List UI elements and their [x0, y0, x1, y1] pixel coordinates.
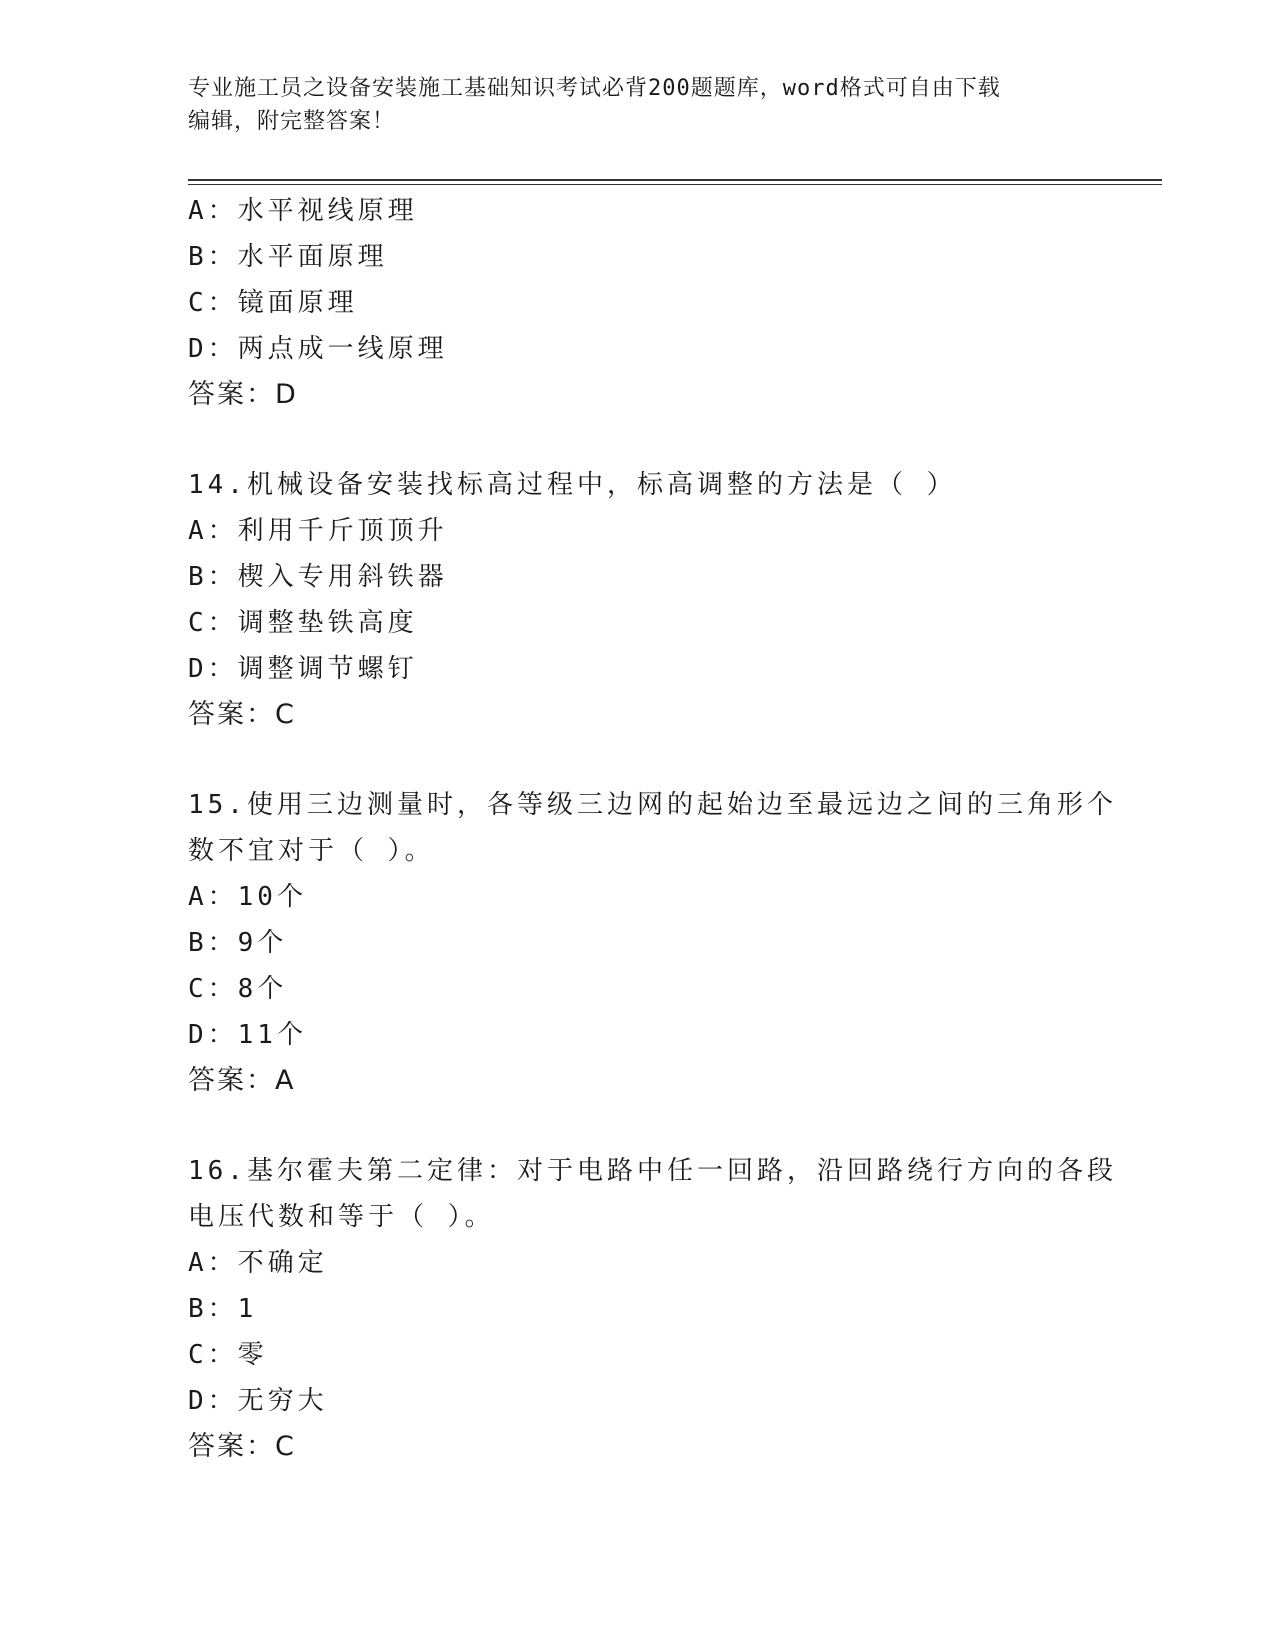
question-text-line-2: 数不宜对于（ ）。 — [188, 836, 435, 866]
question-text-line-1: 15.使用三边测量时，各等级三边网的起始边至最远边之间的三角形个 — [188, 790, 1117, 820]
question-13 — [188, 188, 1088, 418]
option-b: B：1 — [188, 1294, 258, 1324]
option-a: A：10个 — [188, 882, 307, 912]
answer-line: 答案：D — [188, 379, 298, 410]
option-b: B：水平面原理 — [188, 242, 388, 272]
option-d: D：调整调节螺钉 — [188, 654, 418, 684]
option-b: B：9个 — [188, 928, 288, 958]
question-text-line-2: 电压代数和等于（ ）。 — [188, 1202, 495, 1232]
option-a: A：不确定 — [188, 1248, 328, 1278]
header-title-line-1: 专业施工员之设备安装施工基础知识考试必背200题题库，word格式可自由下载 — [188, 76, 1001, 101]
document-header — [188, 72, 1088, 138]
answer-line: 答案：C — [188, 1431, 296, 1462]
option-d: D：两点成一线原理 — [188, 334, 448, 364]
option-c: C：调整垫铁高度 — [188, 608, 418, 638]
question-text-line-1: 16.基尔霍夫第二定律：对于电路中任一回路，沿回路绕行方向的各段 — [188, 1156, 1117, 1186]
option-c: C：零 — [188, 1340, 268, 1370]
header-title-line-2: 编辑，附完整答案！ — [188, 109, 396, 134]
option-a: A：水平视线原理 — [188, 196, 418, 226]
spacer — [188, 1104, 1088, 1148]
spacer — [188, 738, 1088, 782]
answer-line: 答案：A — [188, 1065, 296, 1096]
question-16 — [188, 1148, 1117, 1470]
header-divider — [188, 179, 1162, 185]
option-b: B：楔入专用斜铁器 — [188, 562, 448, 592]
answer-line: 答案：C — [188, 699, 296, 730]
question-list — [188, 188, 1117, 1470]
question-14 — [188, 462, 1088, 738]
option-d: D：无穷大 — [188, 1386, 328, 1416]
option-d: D：11个 — [188, 1020, 307, 1050]
option-c: C：8个 — [188, 974, 288, 1004]
option-c: C：镜面原理 — [188, 288, 358, 318]
question-15 — [188, 782, 1117, 1104]
option-a: A：利用千斤顶顶升 — [188, 516, 448, 546]
spacer — [188, 418, 1088, 462]
question-text: 14.机械设备安装找标高过程中，标高调整的方法是（ ） — [188, 470, 957, 500]
